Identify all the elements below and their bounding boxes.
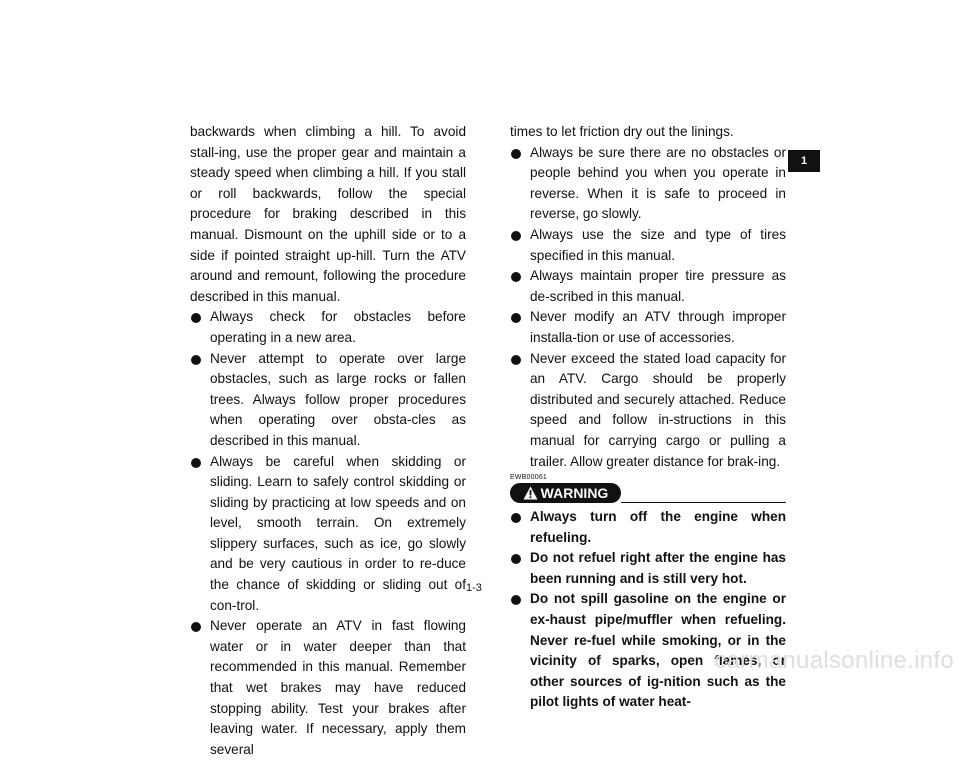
bullet-icon	[511, 513, 521, 523]
list-item-text: Always use the size and type of tires specified in this manual.	[530, 226, 786, 263]
list-item	[510, 225, 786, 266]
continuation-paragraph: times to let friction dry out the linings.	[510, 124, 734, 139]
warning-header	[510, 483, 786, 505]
list-item	[510, 349, 786, 473]
bullet-icon	[191, 458, 201, 468]
list-item-text: Never exceed the stated load capacity for an ATV. Cargo should be properly distributed and securely attached. Reduce speed and follow in-structions in this manual for carrying cargo or pulling a trailer. Allow greater distance for brak-ing.	[530, 350, 786, 469]
list-item	[190, 349, 466, 452]
list-item	[190, 452, 466, 617]
list-item-text: Never modify an ATV through improper installa-tion or use of accessories.	[530, 309, 786, 345]
continuation-paragraph: backwards when climbing a hill. To avoid stall-ing, use the proper gear and maintain a steady speed when climbing a hill. If you stall or roll backwards, follow the special procedure for braking described in this manual. Dismount on the uphill side or to a side if pointed straight up-hill. Turn the ATV around and remount, following the procedure described in this manual.	[190, 124, 466, 304]
chapter-tab: 1	[788, 150, 820, 172]
list-item-text: Never operate an ATV in fast flowing water or in water deeper than that recommended in this manual. Remember that wet brakes may have reduced stopping ability. Test your brakes after leaving water. If necessary, apply them several	[210, 618, 466, 757]
bullet-icon	[511, 149, 521, 159]
list-item-text: Always maintain proper tire pressure as de-scribed in this manual.	[530, 268, 786, 304]
list-item	[510, 143, 786, 225]
bullet-icon	[511, 231, 521, 241]
bullet-icon	[511, 355, 521, 365]
list-item-text: Do not refuel right after the engine has been running and is still very hot.	[530, 550, 786, 586]
bullet-icon	[511, 313, 521, 323]
list-item	[510, 307, 786, 348]
bullet-icon	[511, 554, 521, 564]
bullet-icon	[191, 355, 201, 365]
bullet-icon	[191, 313, 201, 323]
list-item-text: Always be sure there are no obstacles or people behind you when you operate in reverse. When it is safe to proceed in reverse, go slowly.	[530, 144, 786, 222]
page-number: 1-3	[466, 582, 482, 594]
list-item-text: Always be careful when skidding or sliding. Learn to safely control skidding or sliding by practicing at low speeds and on level, smooth terrain. On extremely slippery surfaces, such as ice, go slowly and be very cautious in order to re-duce the chance of skidding or sliding out of con-trol.	[210, 453, 466, 613]
left-column	[190, 122, 466, 760]
warning-list	[510, 507, 786, 713]
list-item	[510, 507, 786, 548]
warning-label: WARNING	[540, 485, 609, 502]
bullet-icon	[511, 595, 521, 605]
list-item	[190, 307, 466, 348]
list-item	[190, 616, 466, 760]
list-item-text: Always turn off the engine when refueling.	[530, 509, 786, 545]
warning-rule	[621, 502, 786, 503]
list-item-text: Always check for obstacles before operating in a new area.	[210, 309, 466, 345]
bullet-icon	[511, 272, 521, 282]
watermark: carmanualsonline.info	[714, 647, 954, 674]
bullet-icon	[191, 622, 201, 632]
list-item-text: Never attempt to operate over large obstacles, such as large rocks or fallen trees. Always follow proper procedures when operating over obsta-cles as described in this manual.	[210, 350, 466, 448]
warning-badge	[510, 483, 621, 503]
warning-code: EWB00061	[510, 474, 548, 482]
right-column	[510, 122, 786, 713]
list-item	[510, 266, 786, 307]
warning-triangle-icon	[523, 486, 538, 500]
list-item-text: Do not spill gasoline on the engine or ex-haust pipe/muffler when refueling. Never re-fuel while smoking, or in the vicinity of sparks, open flames, or other sources of ig-nition such as the pilot lights of water heat-	[530, 591, 786, 710]
list-item	[510, 548, 786, 589]
